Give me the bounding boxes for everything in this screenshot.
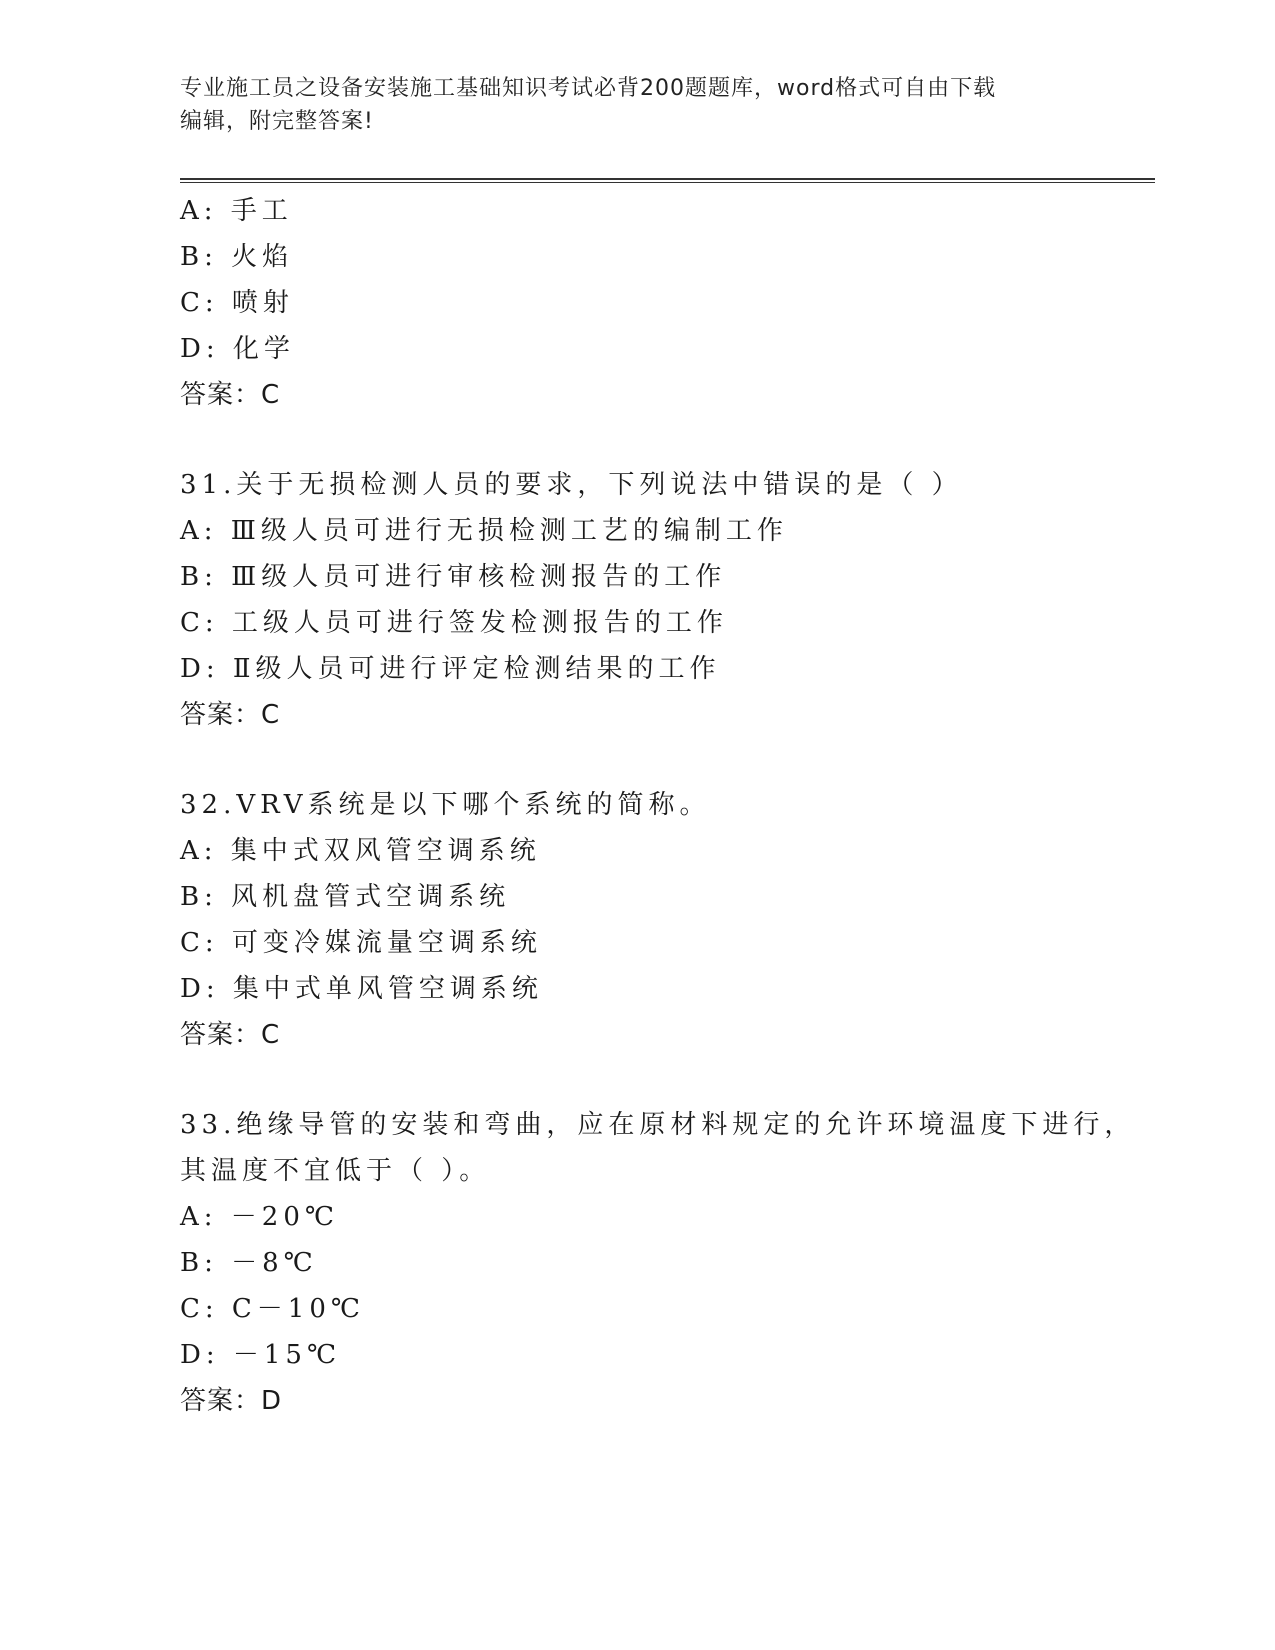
option-c: C: 喷射	[180, 288, 294, 318]
option-a: A: 集中式双风管空调系统	[180, 836, 541, 866]
header-line-1: 专业施工员之设备安装施工基础知识考试必背200题题库，word格式可自由下载	[180, 76, 997, 101]
question-33	[180, 1102, 1140, 1424]
answer-line: 答案：C	[180, 700, 281, 730]
option-b: B: －8℃	[180, 1248, 318, 1278]
option-a: A: 手工	[180, 196, 293, 226]
question-spacer	[180, 738, 1140, 782]
option-a: A: Ⅲ级人员可进行无损检测工艺的编制工作	[180, 516, 788, 546]
question-text: 32.VRV系统是以下哪个系统的简称。	[180, 790, 711, 820]
question-31	[180, 462, 1140, 738]
option-b: B: 火焰	[180, 242, 294, 272]
option-d: D: －15℃	[180, 1340, 342, 1370]
option-b: B: 风机盘管式空调系统	[180, 882, 511, 912]
question-list	[180, 188, 1140, 1424]
option-c: C: 工级人员可进行签发检测报告的工作	[180, 608, 728, 638]
option-c: C: C－10℃	[180, 1294, 365, 1324]
option-d: D: Ⅱ级人员可进行评定检测结果的工作	[180, 654, 721, 684]
header-divider	[180, 178, 1155, 183]
option-a: A: －20℃	[180, 1202, 339, 1232]
question-text-line-1: 33.绝缘导管的安装和弯曲，应在原材料规定的允许环境温度下进行，	[180, 1110, 1136, 1140]
question-30	[180, 188, 1140, 418]
question-spacer	[180, 418, 1140, 462]
header-line-2: 编辑，附完整答案!	[180, 109, 374, 134]
option-b: B: Ⅲ级人员可进行审核检测报告的工作	[180, 562, 727, 592]
question-text-line-2: 其温度不宜低于（ ）。	[180, 1156, 491, 1186]
answer-line: 答案：C	[180, 380, 281, 410]
question-32	[180, 782, 1140, 1058]
answer-line: 答案：C	[180, 1020, 281, 1050]
option-c: C: 可变冷媒流量空调系统	[180, 928, 542, 958]
document-header	[180, 72, 1080, 138]
option-d: D: 集中式单风管空调系统	[180, 974, 543, 1004]
option-d: D: 化学	[180, 334, 295, 364]
question-spacer	[180, 1058, 1140, 1102]
answer-line: 答案：D	[180, 1386, 283, 1416]
question-text: 31.关于无损检测人员的要求，下列说法中错误的是（ ）	[180, 470, 963, 500]
